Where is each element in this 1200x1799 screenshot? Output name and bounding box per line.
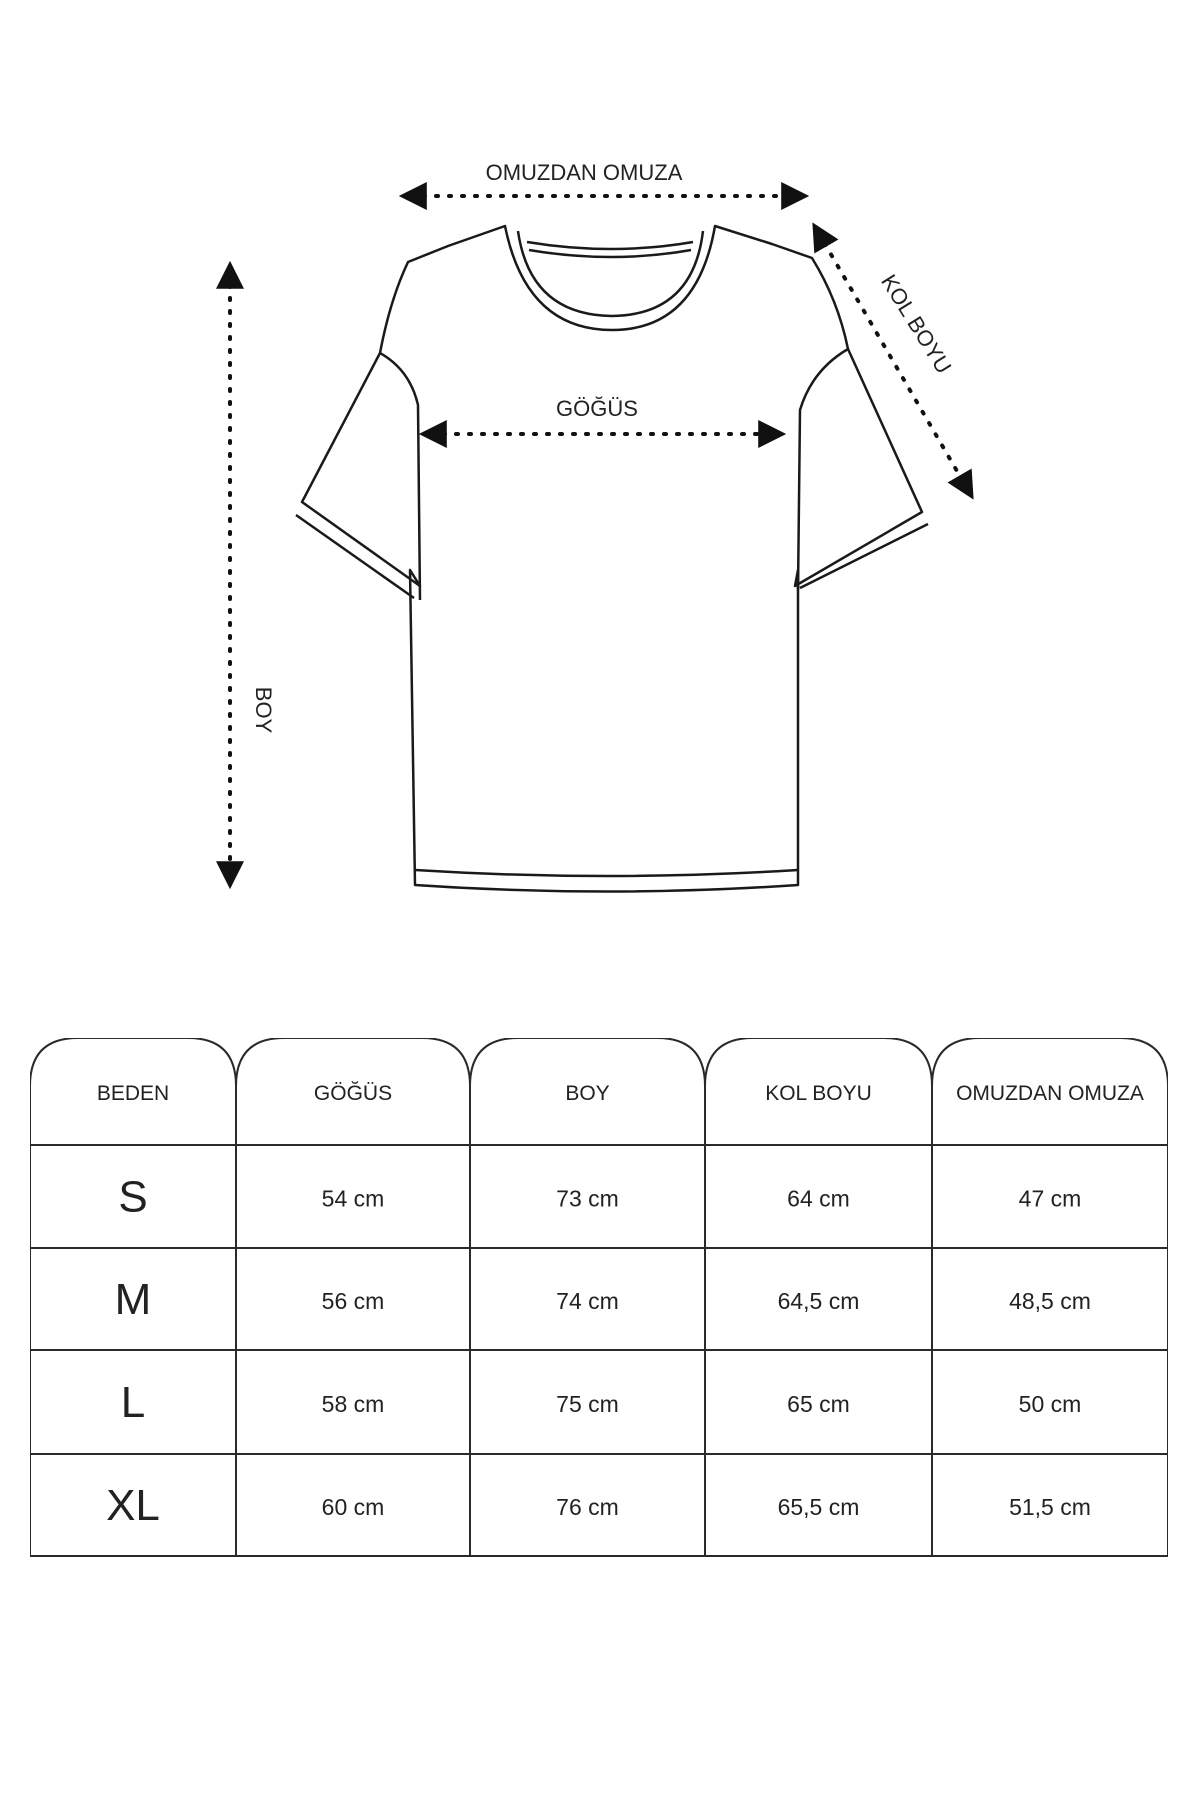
measurement-cell: 64 cm xyxy=(787,1185,850,1212)
shoulder-label: OMUZDAN OMUZA xyxy=(485,160,683,185)
length-label: BOY xyxy=(251,686,276,734)
header-cell: GÖĞÜS xyxy=(313,1082,393,1105)
measurement-cell: 64,5 cm xyxy=(777,1288,860,1314)
measurement-cell: 47 cm xyxy=(1018,1185,1082,1212)
measurement-cell: 50 cm xyxy=(1018,1391,1082,1417)
header-cell: BEDEN xyxy=(96,1082,170,1105)
measurement-cell: 73 cm xyxy=(556,1185,619,1212)
header-cell: KOL BOYU xyxy=(765,1082,872,1105)
measurement-cell: 75 cm xyxy=(556,1391,619,1417)
measurement-cell: 65,5 cm xyxy=(777,1494,860,1520)
header-cell: BOY xyxy=(565,1082,610,1105)
measurement-cell: 48,5 cm xyxy=(1009,1288,1091,1314)
measurement-cell: 51,5 cm xyxy=(1009,1494,1091,1520)
measurement-cell: 74 cm xyxy=(556,1288,619,1314)
size-table xyxy=(30,1038,1168,1558)
size-cell: S xyxy=(118,1172,148,1222)
header-cell: OMUZDAN OMUZA xyxy=(956,1082,1144,1105)
measurement-cell: 54 cm xyxy=(321,1185,385,1212)
measurement-cell: 58 cm xyxy=(321,1391,385,1417)
size-cell: XL xyxy=(106,1481,160,1530)
measurement-cell: 76 cm xyxy=(556,1494,619,1520)
size-cell: L xyxy=(120,1378,146,1427)
measurement-cell: 56 cm xyxy=(321,1288,385,1314)
tshirt-outline xyxy=(296,226,928,892)
measurement-cell: 60 cm xyxy=(321,1494,385,1520)
sleeve-label: KOL BOYU xyxy=(876,270,957,379)
chest-label: GÖĞÜS xyxy=(556,396,638,421)
measurement-cell: 65 cm xyxy=(787,1391,850,1417)
size-cell: M xyxy=(114,1275,152,1324)
table-text xyxy=(97,1082,1144,1530)
